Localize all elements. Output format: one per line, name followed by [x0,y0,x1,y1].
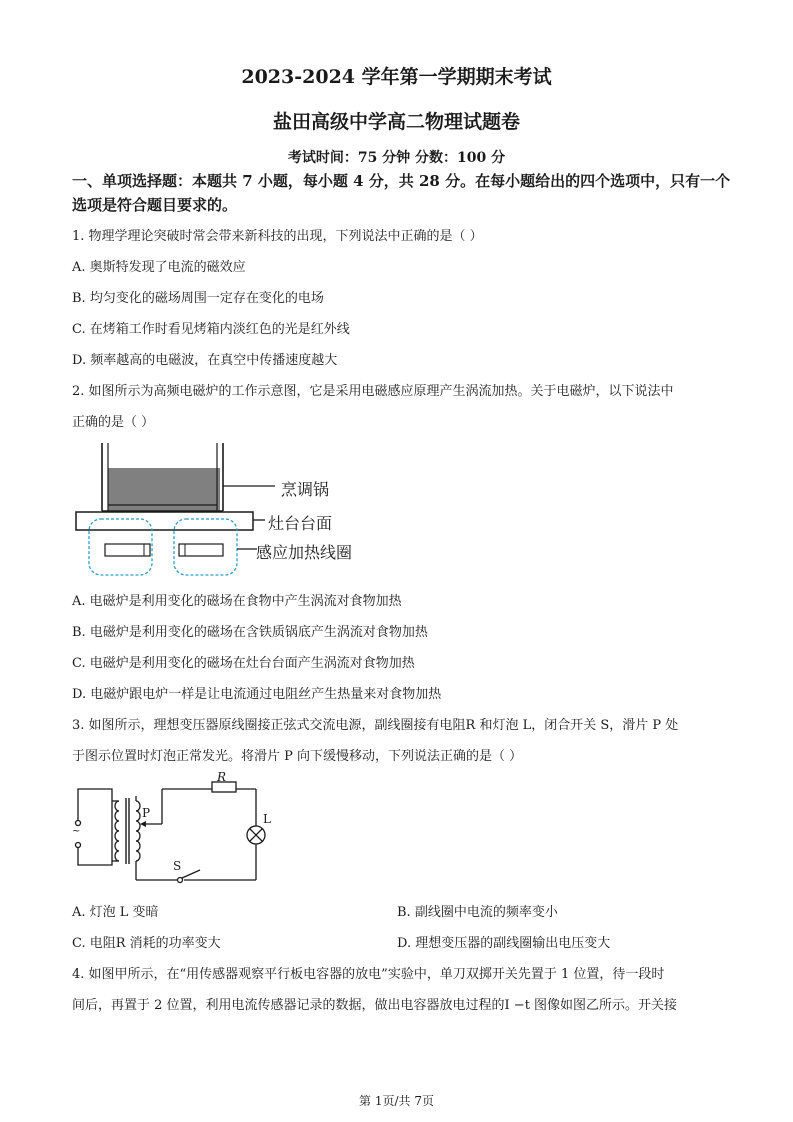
pot-illustration [102,443,223,511]
page-number: 第 1页/共 7页 [359,1094,434,1108]
stove-top-plate [76,512,253,530]
q1-option-d: D. 频率越高的电磁波，在真空中传播速度越大 [72,353,338,368]
ac-source-icon: ~ [72,826,81,837]
label-stove-top: 灶台台面 [268,514,333,533]
section-heading: 一、单项选择题：本题共 7 小题，每小题 4 分，共 28 分。在每小题给出的四个选项中，只有一个选项是符合题目要求的。 [72,172,731,214]
q4-stem-line2: 间后，再置于 2 位置，利用电流传感器记录的数据，做出电容器放电过程的I −t 图像如图乙所示。开关接 [72,998,678,1013]
q1-option-a: A. 奥斯特发现了电流的磁效应 [72,260,246,275]
label-pot: 烹调锅 [281,480,330,499]
q2-option-b: B. 电磁炉是利用变化的磁场在含铁质锅底产生涡流对食物加热 [72,625,428,640]
circuit-label-s: S [173,859,182,873]
exam-info: 考试时间：75 分钟 分数：100 分 [287,150,506,166]
induction-cooker-figure [72,440,402,580]
q2-stem-line1: 2. 如图所示为高频电磁炉的工作示意图，它是采用电磁感应原理产生涡流加热。关于电磁炉，以下说法中 [72,384,674,399]
q2-option-a: A. 电磁炉是利用变化的磁场在食物中产生涡流对食物加热 [72,594,402,609]
q3-option-b: B. 副线圈中电流的频率变小 [397,905,558,920]
school-title: 盐田高级中学高二物理试题卷 [272,111,520,133]
circuit-label-l: L [263,812,271,826]
q3-stem-line2: 于图示位置时灯泡正常发光。将滑片 P 向下缓慢移动，下列说法正确的是（ ） [72,749,523,764]
circuit-label-p: P [142,806,151,820]
label-induction-coil: 感应加热线圈 [256,543,353,562]
q3-option-a: A. 灯泡 L 变暗 [72,905,159,920]
q1-stem: 1. 物理学理论突破时常会带来新科技的出现，下列说法中正确的是（ ） [72,229,483,244]
q3-option-c: C. 电阻R 消耗的功率变大 [72,936,221,951]
q1-option-b: B. 均匀变化的磁场周围一定存在变化的电场 [72,291,324,306]
q3-option-d: D. 理想变压器的副线圈输出电压变大 [397,936,611,951]
q2-option-c: C. 电磁炉是利用变化的磁场在灶台台面产生涡流对食物加热 [72,656,415,671]
q3-stem-line1: 3. 如图所示，理想变压器原线圈接正弦式交流电源，副线圈接有电阻R 和灯泡 L，闭合开关 S，滑片 P 处 [72,718,679,733]
q4-stem-line1: 4. 如图甲所示，在“用传感器观察平行板电容器的放电”实验中，单刀双掷开关先置于 1 位置，待一段时 [72,967,665,982]
slider-arrow-icon [140,821,146,827]
exam-title: 2023-2024 学年第一学期期末考试 [241,66,552,88]
q1-option-c: C. 在烤箱工作时看见烤箱内淡红色的光是红外线 [72,322,350,337]
q2-option-d: D. 电磁炉跟电炉一样是让电流通过电阻丝产生热量来对食物加热 [72,687,442,702]
circuit-label-r: R [217,770,227,784]
q2-stem-line2: 正确的是（ ） [72,415,155,430]
